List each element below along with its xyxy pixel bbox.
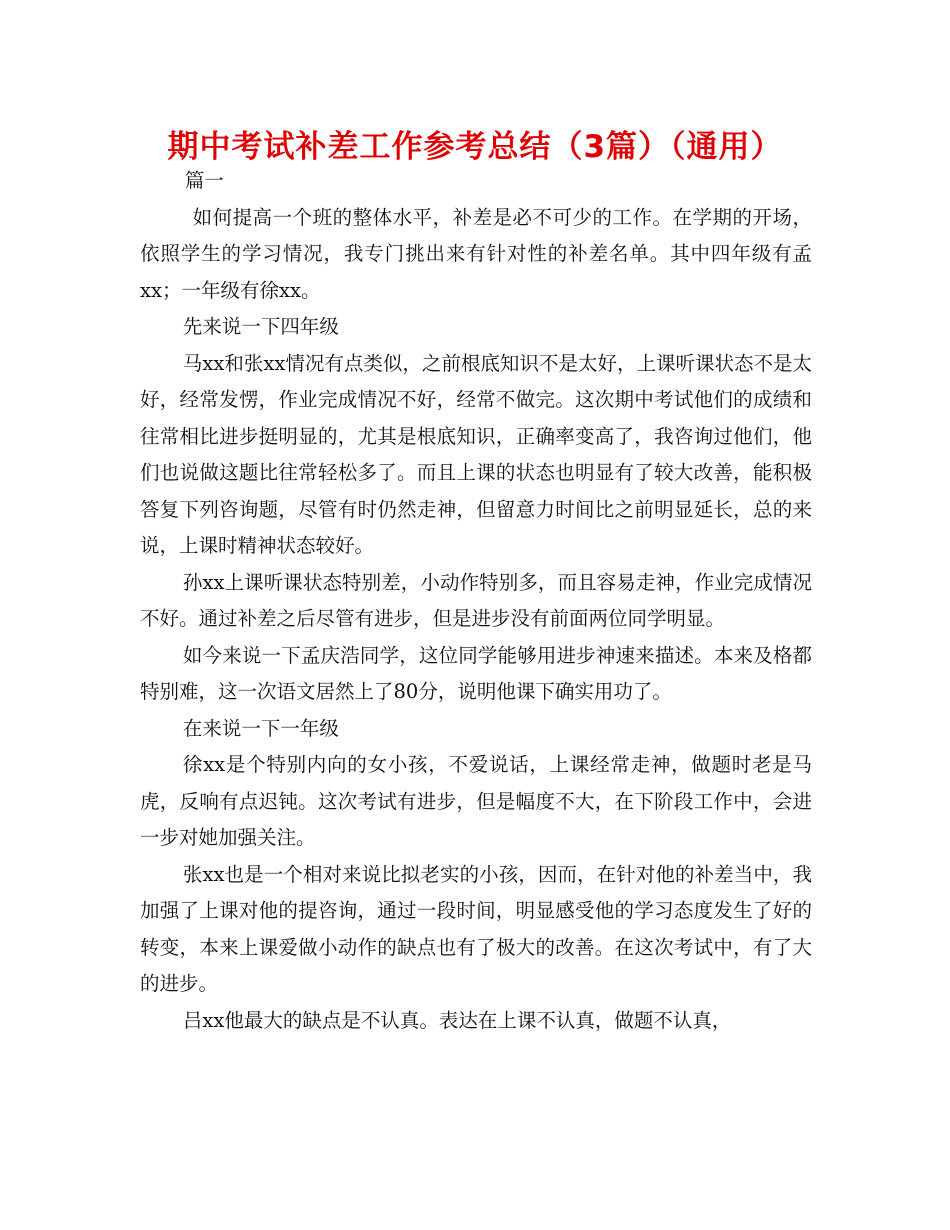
- subheading-grade-one: 在来说一下一年级: [182, 716, 339, 740]
- subheading-grade-four: 先来说一下四年级: [182, 315, 339, 338]
- document-title: 期中考试补差工作参考总结（3篇）（通用）: [167, 129, 783, 165]
- document-body: [140, 163, 812, 1039]
- paragraph: 孙xx上课听课状态特别差，小动作特别多，而且容易走神，作业完成情况不好。通过补差之后尽管有进步，但是进步没有前面两位同学明显。: [140, 570, 812, 630]
- paragraph: 吕xx他最大的缺点是不认真。表达在上课不认真，做题不认真，: [182, 1008, 732, 1032]
- paragraph: 马xx和张xx情况有点类似，之前根底知识不是太好，上课听课状态不是太好，经常发愣，作业完成情况不好，经常不做完。这次期中考试他们的成绩和往常相比进步挺明显的，尤其是根底知识，正确率变高了，我咨询过他们，他们也说做这题比往常轻松多了。而且上课的状态也明显有了较大改善，能积极答复下列咨询题，尽管有时仍然走神，但留意力时间比之前明显延长，总的来说，上课时精神状态较好。: [140, 351, 812, 557]
- paragraph: 如何提高一个班的整体水平，补差是必不可少的工作。在学期的开场，依照学生的学习情况，我专门挑出来有针对性的补差名单。其中四年级有孟xx；一年级有徐xx。: [140, 205, 812, 302]
- paragraph: 张xx也是一个相对来说比拟老实的小孩，因而，在针对他的补差当中，我加强了上课对他的提咨询，通过一段时间，明显感受他的学习态度发生了好的转变，本来上课爱做小动作的缺点也有了极大的改善。在这次考试中，有了大的进步。: [140, 862, 812, 995]
- paragraph: 徐xx是个特别内向的女小孩，不爱说话，上课经常走神，做题时老是马虎，反响有点迟钝。这次考试有进步，但是幅度不大，在下阶段工作中，会进一步对她加强关注。: [140, 753, 812, 849]
- section-label: 篇一: [184, 169, 224, 192]
- paragraph: 如今来说一下孟庆浩同学，这位同学能够用进步神速来描述。本来及格都特别难，这一次语文居然上了80分，说明他课下确实用功了。: [140, 643, 812, 703]
